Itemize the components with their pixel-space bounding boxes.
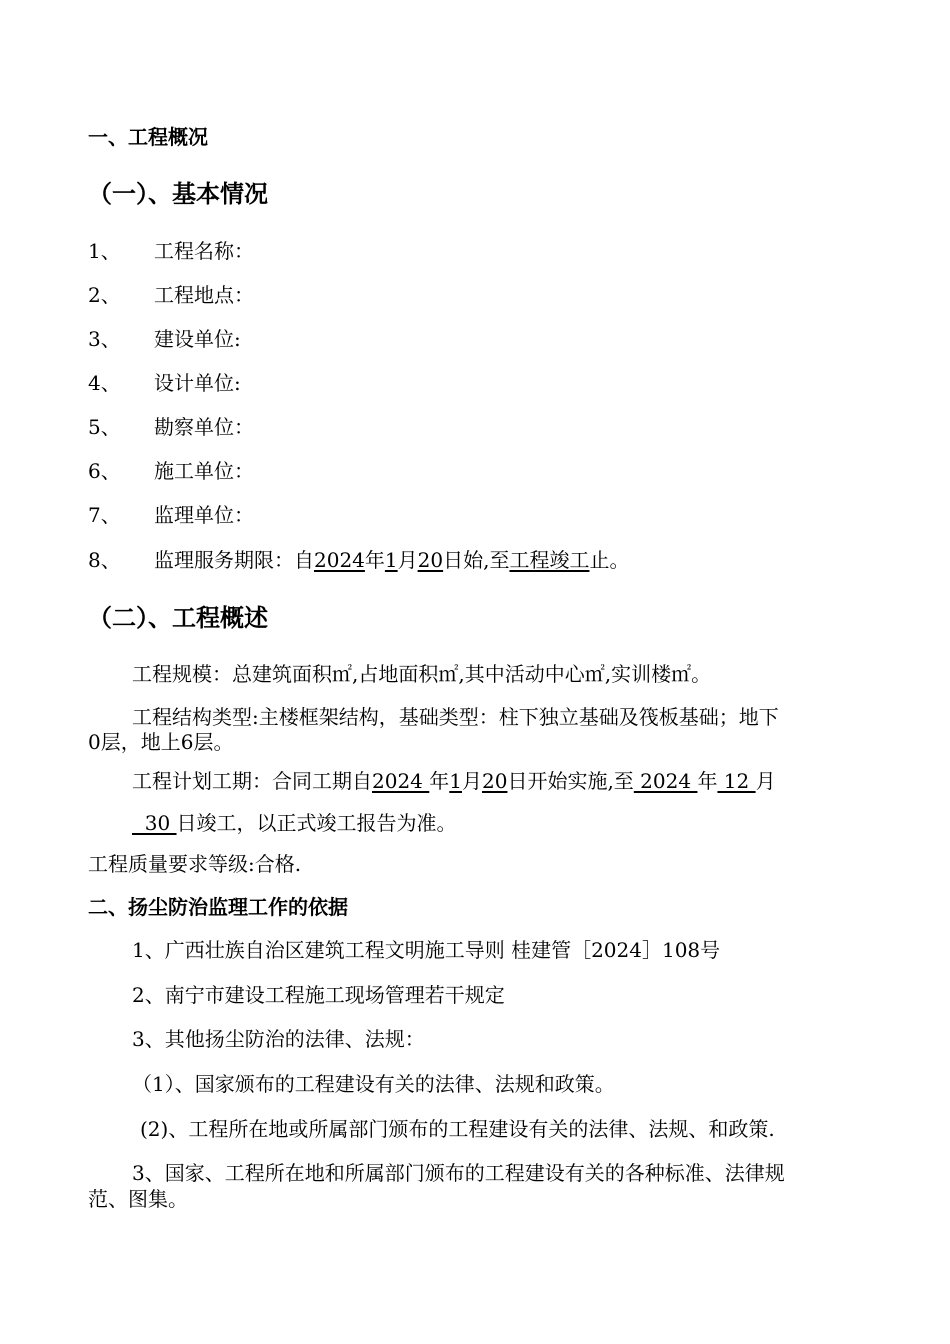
end-day: 30 [132, 811, 177, 835]
text-completion: 日竣工，以正式竣工报告为准。 [176, 811, 457, 835]
item-label: 工程名称： [154, 239, 254, 263]
item-number: 8、 [88, 548, 121, 572]
info-item [88, 239, 254, 263]
service-start-day: 20 [417, 548, 444, 572]
info-item [88, 371, 241, 395]
item-label: 监理单位： [154, 503, 254, 527]
project-scale: 工程规模：总建筑面积㎡,占地面积㎡,其中活动中心㎡,实训楼㎡。 [132, 662, 712, 686]
item-label: 工程地点： [154, 283, 254, 307]
basis-item-line2: 范、图集。 [88, 1187, 188, 1211]
basis-item: 1、广西壮族自治区建筑工程文明施工导则 桂建管［2024］108号 [132, 938, 721, 962]
item-number: 7、 [88, 503, 121, 527]
info-item [88, 415, 254, 439]
item-number: 1、 [88, 239, 121, 263]
quality-requirement: 工程质量要求等级:合格. [88, 852, 302, 876]
basis-subitem: (2)、工程所在地或所属部门颁布的工程建设有关的法律、法规、和政策. [140, 1117, 775, 1141]
text-month: 月 [755, 769, 776, 793]
item-number: 6、 [88, 459, 121, 483]
text-month: 月 [462, 769, 482, 793]
structure-type-line2: 0层，地上6层。 [88, 730, 234, 754]
info-item-service-period [88, 548, 629, 572]
basis-item: 2、南宁市建设工程施工现场管理若干规定 [132, 983, 505, 1007]
item-label: 设计单位: [154, 371, 241, 395]
basis-item: 3、其他扬尘防治的法律、法规： [132, 1027, 425, 1051]
text-month: 月 [397, 548, 418, 572]
section-2-title: 二、扬尘防治监理工作的依据 [88, 895, 348, 919]
overview-heading: （二）、工程概述 [88, 604, 268, 632]
text-year: 年 [364, 548, 385, 572]
basis-item-line1: 3、国家、工程所在地和所属部门颁布的工程建设有关的各种标准、法律规 [132, 1161, 785, 1185]
service-start-month: 1 [384, 548, 398, 572]
text-end: 止。 [589, 548, 630, 572]
info-item [88, 327, 241, 351]
start-year: 2024 [372, 769, 430, 793]
item-number: 4、 [88, 371, 121, 395]
item-label: 建设单位: [154, 327, 241, 351]
schedule-label: 工程计划工期：合同工期自 [132, 769, 372, 793]
info-item [88, 503, 254, 527]
text-start: 日开始实施,至 [507, 769, 634, 793]
info-item [88, 283, 254, 307]
basic-info-heading: （一）、基本情况 [88, 180, 268, 208]
text-year: 年 [429, 769, 450, 793]
structure-type-line1: 工程结构类型:主楼框架结构，基础类型：柱下独立基础及筏板基础；地下 [132, 705, 779, 729]
schedule-line1 [132, 769, 776, 793]
start-day: 20 [482, 769, 508, 793]
service-start-year: 2024 [314, 548, 365, 572]
start-month: 1 [449, 769, 462, 793]
end-year: 2024 [633, 769, 698, 793]
text-day: 日始,至 [443, 548, 510, 572]
end-month: 12 [717, 769, 756, 793]
item-label: 施工单位： [154, 459, 254, 483]
section-1-title: 一、工程概况 [88, 125, 208, 149]
text-year: 年 [697, 769, 718, 793]
item-number: 3、 [88, 327, 121, 351]
item-label: 监理服务期限：自 [154, 548, 314, 572]
basis-subitem: （1）、国家颁布的工程建设有关的法律、法规和政策。 [132, 1072, 615, 1096]
item-label: 勘察单位： [154, 415, 254, 439]
schedule-line2 [132, 811, 457, 835]
info-item [88, 459, 254, 483]
item-number: 5、 [88, 415, 121, 439]
service-end: 工程竣工 [509, 548, 590, 572]
item-number: 2、 [88, 283, 121, 307]
